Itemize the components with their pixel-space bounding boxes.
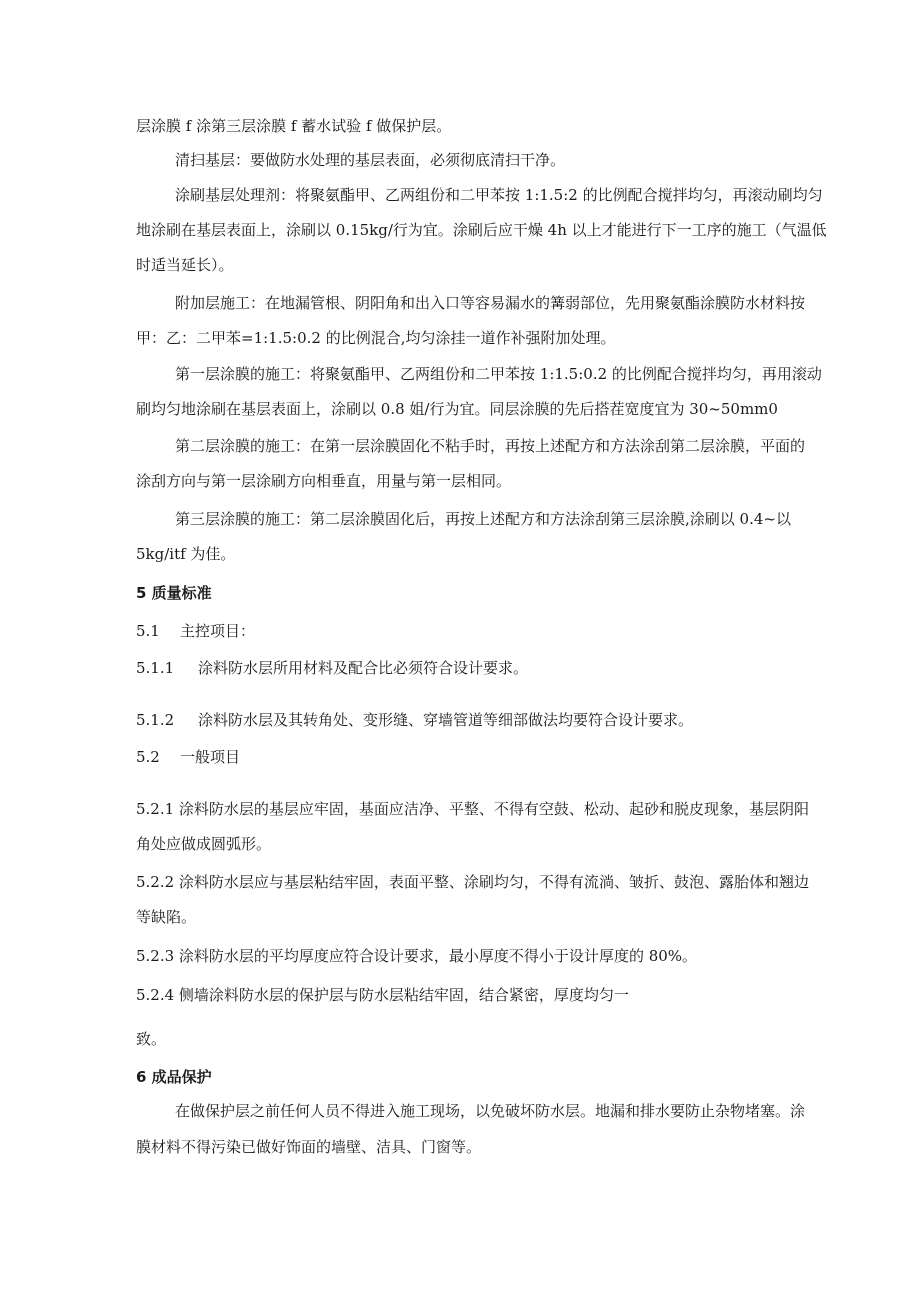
text-line: 在做保护层之前任何人员不得进入施工现场，以免破坏防水层。地漏和排水要防止杂物堵塞。涂 — [175, 1102, 806, 1120]
text-line: 涂刮方向与第一层涂刷方向相垂直，用量与第一层相同。 — [136, 472, 512, 490]
text-line: 地涂刷在基层表面上，涂刷以 0.15kg/行为宜。涂刷后应干燥 4h 以上才能进行下一工序的施工（气温低 — [136, 221, 827, 239]
text-line: 第三层涂膜的施工：第二层涂膜固化后，再按上述配方和方法涂刮第三层涂膜,涂刷以 0.4~以 — [175, 510, 791, 528]
text-line: 等缺陷。 — [136, 908, 197, 926]
section-title: 一般项目 — [180, 748, 241, 766]
text-line: 第一层涂膜的施工：将聚氨酯甲、乙两组份和二甲苯按 1:1.5:0.2 的比例配合搅拌均匀，再用滚动 — [175, 365, 822, 383]
item-5-1-1 — [136, 658, 528, 678]
item-text: 涂料防水层及其转角处、变形缝、穿墙管道等细部做法均要符合设计要求。 — [198, 711, 694, 729]
subsection-5-1 — [136, 621, 255, 641]
text-line: 涂刷基层处理剂：将聚氨酯甲、乙两组份和二甲苯按 1:1.5:2 的比例配合搅拌均匀，再滚动刷均匀 — [175, 186, 823, 204]
section-heading-6: 6 成品保护 — [136, 1068, 212, 1086]
item-number: 5.1.2 — [136, 711, 175, 729]
text-line: 5.2.2 涂料防水层应与基层粘结牢固，表面平整、涂刷均匀，不得有流淌、皱折、鼓泡、露胎体和翘边 — [136, 873, 809, 891]
text-line: 膜材料不得污染已做好饰面的墙壁、洁具、门窗等。 — [136, 1138, 482, 1156]
section-number: 5.2 — [136, 748, 160, 766]
text-line: 致。 — [136, 1030, 167, 1048]
item-5-1-2 — [136, 710, 693, 730]
text-line: 清扫基层：要做防水处理的基层表面，必须彻底清扫干净。 — [175, 151, 566, 169]
section-heading-5: 5 质量标准 — [136, 584, 212, 602]
text-line: 刷均匀地涂刷在基层表面上，涂刷以 0.8 姐/行为宜。同层涂膜的先后搭茬宽度宜为 30~50mm0 — [136, 400, 778, 418]
section-number: 5.1 — [136, 622, 160, 640]
item-number: 5.1.1 — [136, 659, 175, 677]
text-line: 5kg/itf 为佳。 — [136, 545, 236, 563]
text-line: 附加层施工：在地漏管根、阴阳角和出入口等容易漏水的篝弱部位，先用聚氨酯涂膜防水材料按 — [175, 294, 806, 312]
item-text: 涂料防水层所用材料及配合比必须符合设计要求。 — [198, 659, 529, 677]
section-title: 主控项目： — [180, 622, 256, 640]
text-line: 层涂膜 f 涂第三层涂膜 f 蓄水试验 f 做保护层。 — [136, 117, 452, 135]
text-line: 第二层涂膜的施工：在第一层涂膜固化不粘手时，再按上述配方和方法涂刮第二层涂膜，平面的 — [175, 437, 806, 455]
subsection-5-2 — [136, 747, 240, 767]
text-line: 角处应做成圆弧形。 — [136, 835, 272, 853]
text-line: 时适当延长）。 — [136, 256, 234, 274]
text-line: 5.2.3 涂料防水层的平均厚度应符合设计要求，最小厚度不得小于设计厚度的 80%。 — [136, 947, 698, 965]
text-line: 5.2.1 涂料防水层的基层应牢固，基面应洁净、平整、不得有空鼓、松动、起砂和脱皮现象，基层阴阳 — [136, 800, 809, 818]
text-line: 甲：乙：二甲苯=1:1.5:0.2 的比例混合,均匀涂挂一道作补强附加处理。 — [136, 329, 616, 347]
text-line: 5.2.4 侧墙涂料防水层的保护层与防水层粘结牢固，结合紧密，厚度均匀一 — [136, 986, 629, 1004]
